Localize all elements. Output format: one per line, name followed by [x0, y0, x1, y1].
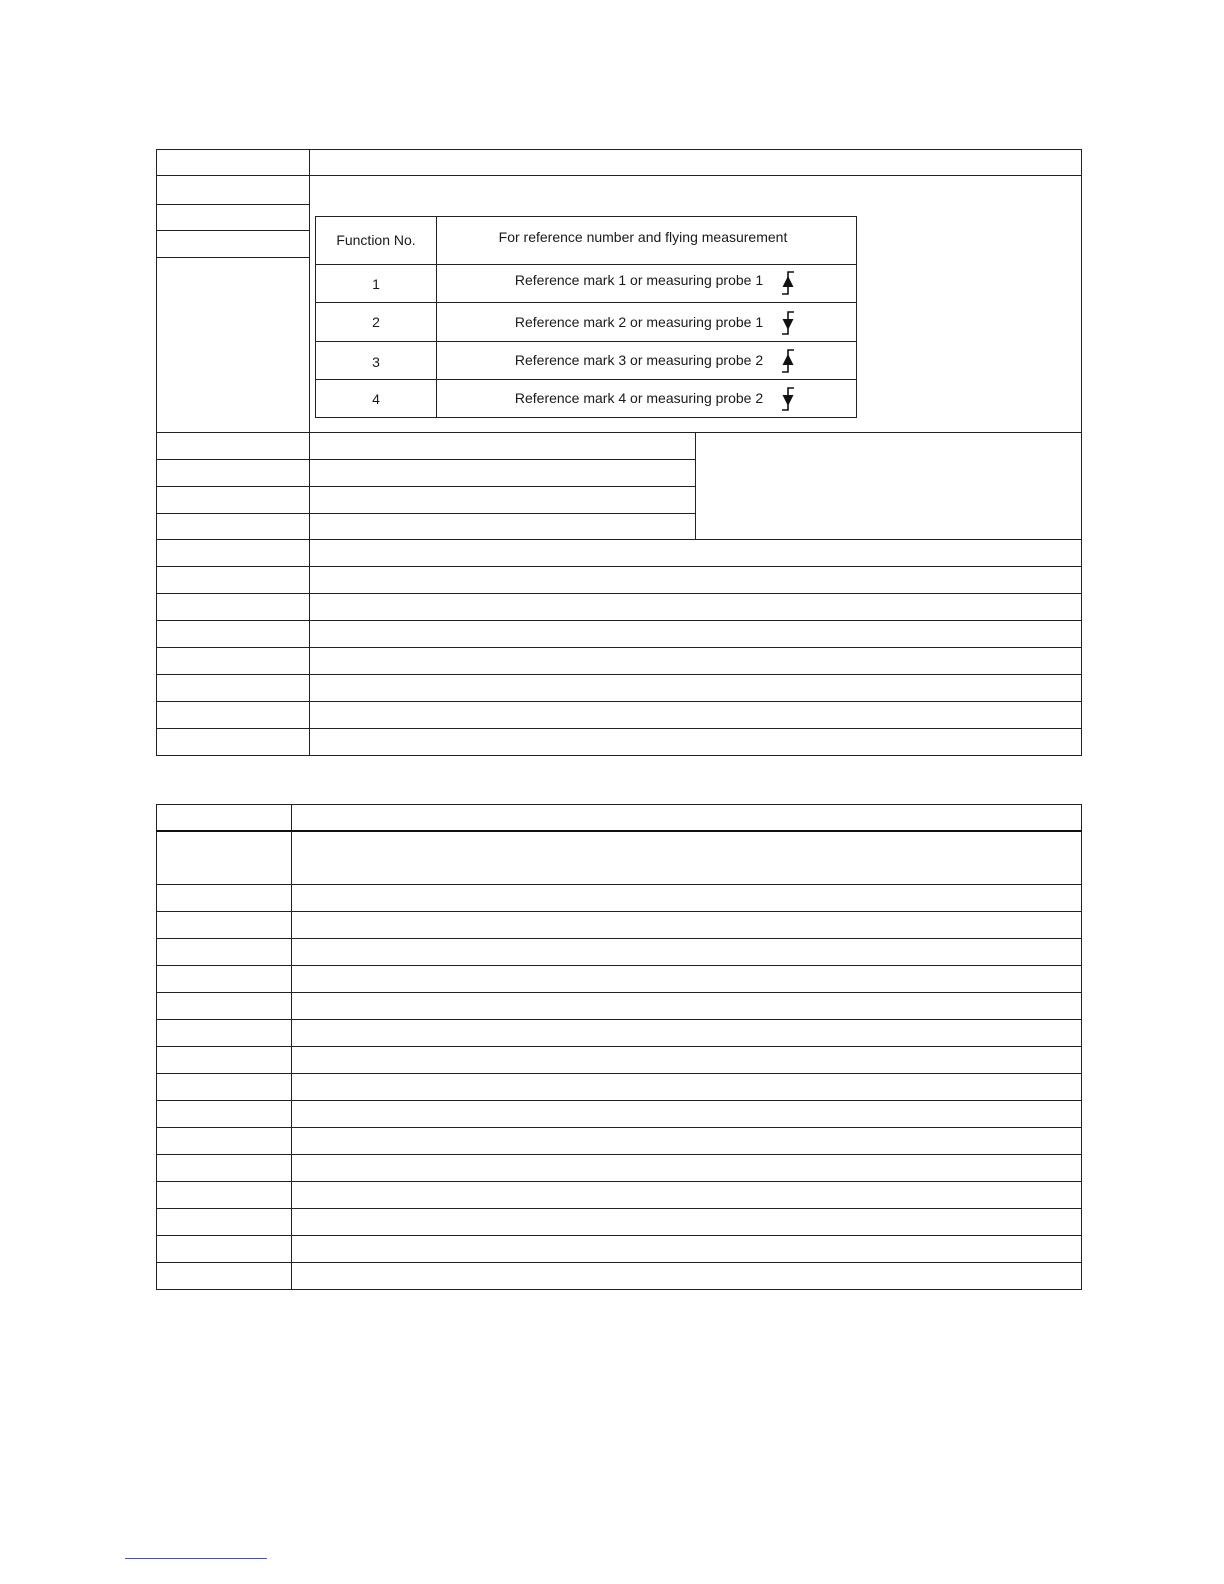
table1-row-rule [156, 432, 1082, 433]
table2-row-rule [156, 1154, 1082, 1155]
table1-row-rule [156, 513, 696, 514]
table1-row-rule [156, 230, 309, 231]
function-number-cell: 2 [372, 314, 380, 330]
function-description-header: For reference number and flying measurement [498, 229, 788, 245]
table1-row-rule [156, 486, 696, 487]
table1-row-rule [156, 728, 1082, 729]
table2-header-rule [156, 830, 1082, 832]
function-label-cell: Reference mark 4 or measuring probe 2 [514, 390, 764, 406]
table1-row-rule [156, 257, 309, 258]
table1-row-rule [156, 701, 1082, 702]
table2-row-rule [156, 1235, 1082, 1236]
falling-edge-icon [778, 384, 798, 414]
footer-link-underline[interactable] [125, 1558, 267, 1559]
table1-row-rule [156, 539, 1082, 540]
table2-row-rule [156, 1127, 1082, 1128]
table2-row-rule [156, 1100, 1082, 1101]
table1-row-rule [156, 593, 1082, 594]
function-number-cell: 4 [372, 391, 380, 407]
function-label-cell: Reference mark 3 or measuring probe 2 [514, 352, 764, 368]
table2-row-rule [156, 938, 1082, 939]
rising-edge-icon [778, 346, 798, 376]
table2-row-rule [156, 884, 1082, 885]
function-table-row-rule [315, 302, 857, 303]
table2-row-rule [156, 1208, 1082, 1209]
function-table-row-rule [315, 264, 857, 265]
table1-column-divider [309, 149, 310, 756]
table1-row-rule [156, 647, 1082, 648]
function-number-cell: 1 [372, 276, 380, 292]
function-label-cell: Reference mark 1 or measuring probe 1 [514, 272, 764, 288]
table2-row-rule [156, 1262, 1082, 1263]
table2-row-rule [156, 992, 1082, 993]
table2-column-divider [291, 804, 292, 1290]
parameter-table-2 [156, 804, 1082, 1290]
table1-row-rule [156, 674, 1082, 675]
table2-row-rule [156, 965, 1082, 966]
table2-row-rule [156, 1019, 1082, 1020]
table2-row-rule [156, 1181, 1082, 1182]
table2-row-rule [156, 1073, 1082, 1074]
rising-edge-icon [778, 268, 798, 298]
function-label-cell: Reference mark 2 or measuring probe 1 [514, 314, 764, 330]
table2-row-rule [156, 911, 1082, 912]
table1-row-rule [156, 204, 309, 205]
table1-row-rule [156, 620, 1082, 621]
table1-row-rule [156, 175, 1082, 176]
function-no-header: Function No. [336, 232, 416, 248]
falling-edge-icon [778, 308, 798, 338]
function-table-row-rule [315, 341, 857, 342]
table1-row-rule [156, 566, 1082, 567]
table1-merged-cell-divider [695, 432, 696, 540]
function-table-column-divider [436, 216, 437, 418]
table1-row-rule [156, 459, 696, 460]
function-number-cell: 3 [372, 354, 380, 370]
table2-row-rule [156, 1046, 1082, 1047]
function-table-row-rule [315, 379, 857, 380]
